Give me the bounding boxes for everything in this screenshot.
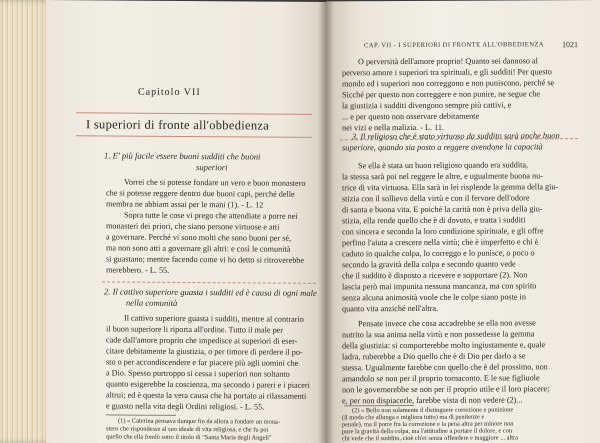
section-2-line: a Dio. Spesso purtroppo si cessa i superiori non soltanto xyxy=(106,368,290,379)
footnote-line: chi vede che il suddito, cioè ch'ei senza offendere e maggiore ... altra xyxy=(342,434,518,443)
footnote-line: (2) « Bello non solamente il distinguere correzione e punizione xyxy=(352,406,514,415)
section-3-line: stizia, ella rende quello che è di dovuto, e tratta i sudditi xyxy=(342,215,526,226)
footnote-line: penale), ma il porre fra la correzione e la pena altra per minore non xyxy=(342,420,514,429)
section-divider xyxy=(102,281,316,283)
section-2-line: il buon superiore li riporta all'ordine. Tutto il male per xyxy=(106,324,284,335)
right-page xyxy=(326,0,600,443)
left-page xyxy=(46,0,326,443)
section-1-line: a governare. Perché vi sono molti che sono buoni per sé, xyxy=(106,232,292,243)
section-1-line: che si potesse reggere dentro due buoni capi, perché delle xyxy=(106,188,295,199)
page-number: 1021 xyxy=(562,40,578,50)
section-3-line: secondo la gravità della colpa e secondo quanto vede xyxy=(342,259,516,270)
section-2-heading-cont: nella comunità xyxy=(126,297,178,308)
section-3-line: con sincera e secondo la loro condizione spirituale, e gli offre xyxy=(342,226,544,237)
section-3-line: di santa e buona vita. E poiché la carità non è priva della giu- xyxy=(342,204,543,215)
chapter-heading: Capitolo VII xyxy=(138,86,201,99)
intro-line: O perversità dell'amore proprio! Quanto sei dannoso al xyxy=(358,56,538,67)
section-3-line: caduto in qualche colpa, lo correggo e lo punisce, o poco o xyxy=(342,248,535,259)
footnote-line: pure la gravità della colpa, ma l'attitudine a portare il dolore, e con xyxy=(342,427,513,436)
section-3-line: la stessa sarà poi nel reggere le altre, e ugualmente buona nu- xyxy=(342,171,543,182)
section-1-line: Vorrei che si potesse fondare un vero e buon monastero xyxy=(124,177,306,188)
intro-line: la giustizia i sudditi divengono sempre più cattivi, e xyxy=(342,100,512,111)
section-2-line: altrui; ed è questa la vera causa che ha portato ai rilassamenti xyxy=(106,390,307,401)
section-2-line: citare debitamente la giustizia, o per timore di perdere il po- xyxy=(106,346,303,357)
paragraph-line: non le governerebbe se non per il proprio utile e il loro piacere; xyxy=(342,384,550,395)
section-1-line: ma non sono atti a governare gli altri: e così le comunità xyxy=(106,243,291,254)
section-1-line: merebbero. - L. 55. xyxy=(106,265,170,275)
intro-line: nei vizi e nella malizia. - L. 11. xyxy=(342,122,444,133)
section-1-heading-cont: superiori xyxy=(196,162,228,173)
section-2-line: Il cattivo superiore guasta i sudditi, mentre al contrario xyxy=(124,313,304,324)
section-1-heading: 1. E' più facile essere buoni sudditi che buoni xyxy=(104,150,261,162)
title-rule-bottom xyxy=(76,135,312,138)
section-1-line: Sopra tutte le cose vi prego che attendiate a porre nei xyxy=(124,210,298,221)
section-3-heading: 3. Il religioso che è stato virtuoso da suddito sarà anche buon xyxy=(352,131,560,142)
running-header: CAP. VII - I SUPERIORI DI FRONTE ALL'OBBEDIENZA xyxy=(364,41,544,50)
paragraph-line: Pensate invece che cosa accadrebbe se ella non avesse xyxy=(358,318,536,329)
section-2-line: quanto esigerebbe la coscienza, ma secondo i pareri e i piaceri xyxy=(106,379,310,390)
section-3-line: stizia con il sollievo della virtù e con il fervore dell'odore xyxy=(342,193,530,204)
section-3-line: Se ella è stata un buon religioso quando era suddita, xyxy=(358,160,529,171)
section-3-line: senza alcuna animosità vuole che le colpe siano poste in xyxy=(342,292,526,303)
footnote-line: (il modo che allunga e migliora tutto) ma di penitenze e xyxy=(342,413,485,422)
section-1-line: monasteri dei priori, che siano persone virtuose e atti xyxy=(106,221,280,232)
section-2-line: sto o per accondiscendere e far piacere più agli uomini che xyxy=(106,357,299,368)
section-2-line: e guasto nella vita degli Ordini religiosi. - L. 55. xyxy=(106,401,265,412)
footnote-line: stero che rispondesse al suo ideale di vita religiosa, e che fu poi xyxy=(106,425,269,434)
section-1-line: membra ne abbiam assai per le mani (1). - L. 12 xyxy=(106,199,264,210)
section-3-heading-cont: superiore, quando sia posto a reggere avendone la capacità xyxy=(342,142,543,153)
paragraph-line: e, per non dispiacerle, farebbe vista di non vedere (2)... xyxy=(342,395,523,406)
section-1-line: si guastano; mentre facendo come vi ho detto si ritroverebbe xyxy=(106,254,305,265)
section-3-line: quanto vita anziché nell'altra. xyxy=(342,303,439,314)
paragraph-line: nutrito la sua anima nella virtù e non possedesse la gemma xyxy=(342,329,535,340)
book-page-edges xyxy=(0,0,52,443)
section-3-line: che il suddito è disposto a ricevere e sopportare (2). Non xyxy=(342,270,528,281)
chapter-title: I superiori di fronte all'obbedienza xyxy=(86,117,270,133)
section-3-line: lascia però mai impunita nessuna mancanza, ma con spirito xyxy=(342,281,537,292)
section-3-line: perfino l'aiuta a crescere nella virtù; che è imperfetto e chi è xyxy=(342,237,539,248)
intro-line: perverso amore i superiori tra spirituali, e gli sudditi! Per questo xyxy=(342,67,552,78)
paragraph-line: stessa. Ugualmente farebbe con quello che è del prossimo, non xyxy=(342,362,548,373)
intro-line: Sicché per questo non correggere e non punire, ne segue che xyxy=(342,89,541,100)
section-3-line: trice di vita virtuosa. Ella sarà in lei risplende la gemma della giu- xyxy=(342,182,559,193)
paragraph-line: ladra, ruberebbe a Dio quello che è di Dio per darlo a se xyxy=(342,351,526,362)
footnote-line: (1) « Caterina pensava dunque fin da allora a fondare un mona- xyxy=(118,417,281,426)
paragraph-line: della giustizia: si comporterebbe molto ingiustamente e, quale xyxy=(342,340,546,351)
section-2-heading: 2. Il cattivo superiore guasta i sudditi ed è causa di ogni male xyxy=(104,286,317,298)
footnote-rule xyxy=(106,414,176,415)
paragraph-line: amandolo se non per il proprio tornaconto. E le sue figliuole xyxy=(342,373,540,384)
intro-line: mondo ed i superiori non correggono e non puniscono, perché se xyxy=(342,78,555,89)
section-2-line: cade dall'amore proprio che impedisce ai superiori di eser- xyxy=(106,335,298,346)
footnote-line: quello che ella fondò sotto il titolo di "Santa Maria degli Angeli" xyxy=(106,433,272,442)
title-rule-top xyxy=(76,112,312,115)
intro-line: ... e per questo non osservare debitamente xyxy=(342,111,480,122)
book-gutter xyxy=(318,0,334,443)
